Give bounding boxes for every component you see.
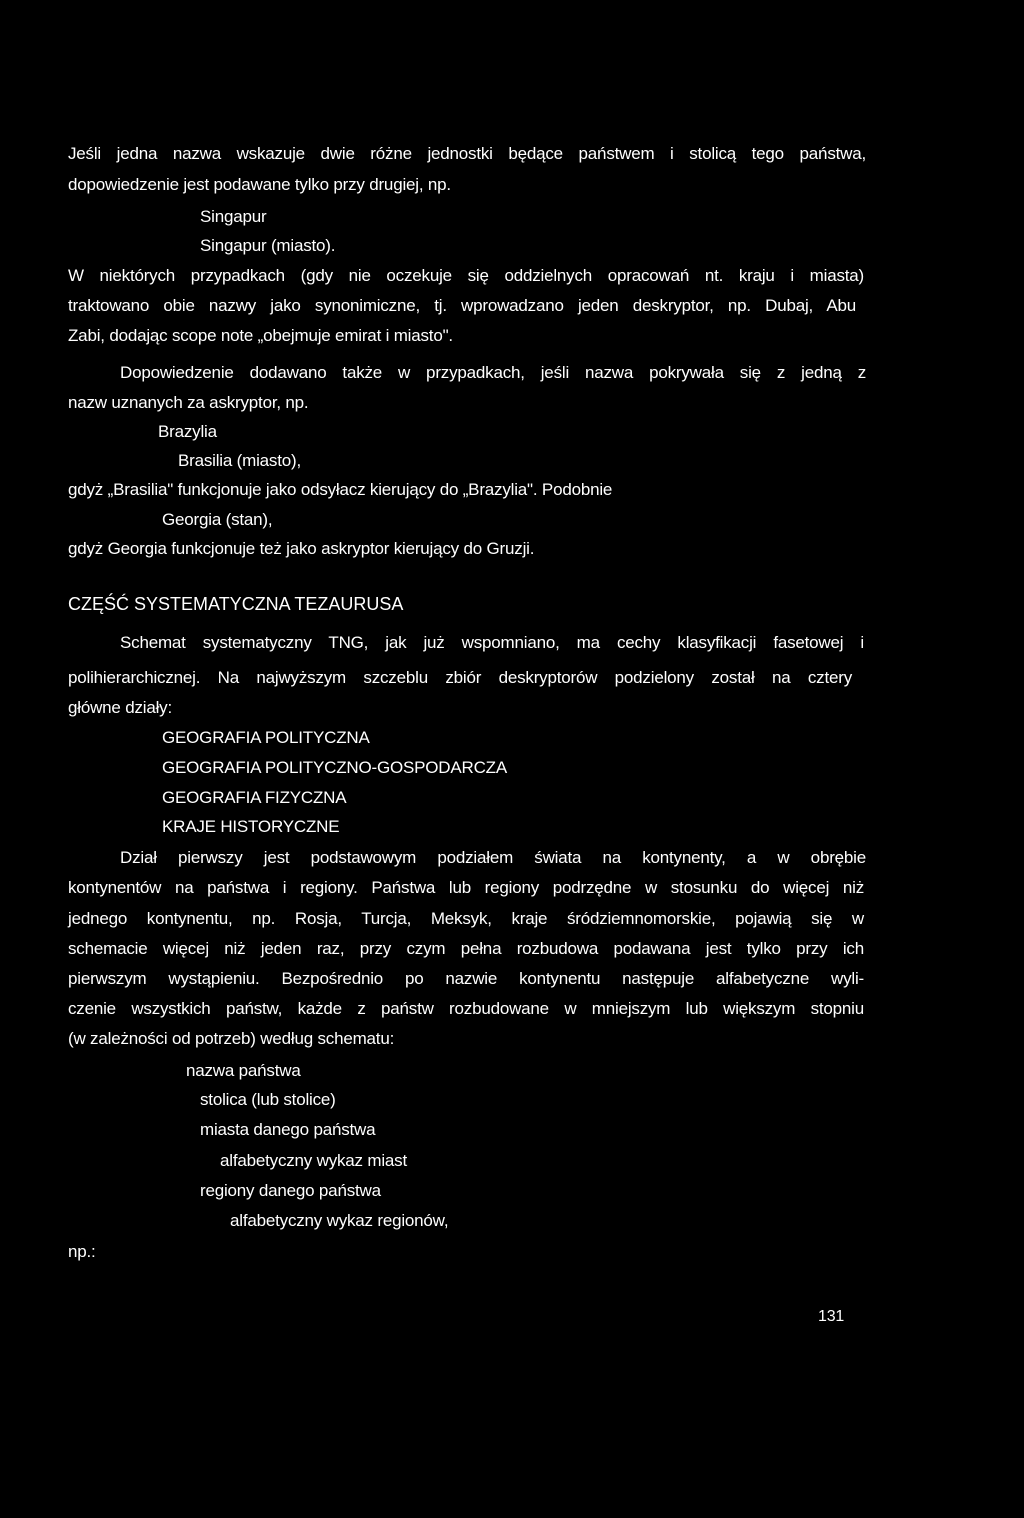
- text-line: Schemat systematyczny TNG, jak już wspomniano, ma cechy klasyfikacji fasetowej i: [120, 633, 864, 652]
- text-line: nazw uznanych za askryptor, np.: [68, 393, 309, 412]
- example-label: np.:: [68, 1242, 96, 1261]
- text-line: Dział pierwszy jest podstawowym podziałem świata na kontynenty, a w obrębie: [120, 848, 866, 867]
- division-item: GEOGRAFIA POLITYCZNO-GOSPODARCZA: [162, 758, 507, 777]
- example-line: Singapur (miasto).: [200, 236, 336, 255]
- text-line: (w zależności od potrzeb) według schematu:: [68, 1029, 395, 1048]
- example-line: Singapur: [200, 207, 267, 226]
- text-line: polihierarchicznej. Na najwyższym szczeblu zbiór deskryptorów podzielony został na cztery: [68, 668, 852, 687]
- section-heading: CZĘŚĆ SYSTEMATYCZNA TEZAURUSA: [68, 594, 404, 614]
- schema-item: miasta danego państwa: [200, 1120, 376, 1139]
- text-line: Dopowiedzenie dodawano także w przypadkach, jeśli nazwa pokrywała się z jedną z: [120, 363, 866, 382]
- text-line: pierwszym wystąpieniu. Bezpośrednio po nazwie kontynentu następuje alfabetyczne wyli-: [68, 969, 864, 988]
- division-item: GEOGRAFIA FIZYCZNA: [162, 788, 347, 807]
- text-line: gdyż Georgia funkcjonuje też jako askryptor kierujący do Gruzji.: [68, 539, 535, 558]
- schema-item: stolica (lub stolice): [200, 1090, 336, 1109]
- page-number: 131: [818, 1308, 845, 1325]
- text-line: jednego kontynentu, np. Rosja, Turcja, Meksyk, kraje śródziemnomorskie, pojawią się w: [68, 909, 864, 928]
- schema-item: alfabetyczny wykaz regionów,: [230, 1211, 449, 1230]
- schema-item: nazwa państwa: [186, 1061, 301, 1080]
- text-line: kontynentów na państwa i regiony. Państwa lub regiony podrzędne w stosunku do więcej niż: [68, 878, 864, 897]
- text-line: Jeśli jedna nazwa wskazuje dwie różne jednostki będące państwem i stolicą tego państwa,: [68, 144, 866, 163]
- division-item: KRAJE HISTORYCZNE: [162, 817, 340, 836]
- text-line: W niektórych przypadkach (gdy nie oczekuje się oddzielnych opracowań nt. kraju i miasta): [68, 266, 864, 285]
- schema-item: alfabetyczny wykaz miast: [220, 1151, 407, 1170]
- text-line: główne działy:: [68, 698, 172, 717]
- division-item: GEOGRAFIA POLITYCZNA: [162, 728, 370, 747]
- text-line: czenie wszystkich państw, każde z państw rozbudowane w mniejszym lub większym stopniu: [68, 999, 864, 1018]
- example-line: Brasilia (miasto),: [178, 451, 301, 470]
- example-line: Brazylia: [158, 422, 217, 441]
- text-line: traktowano obie nazwy jako synonimiczne, tj. wprowadzano jeden deskryptor, np. Dubaj, Abu: [68, 296, 856, 315]
- text-line: Zabi, dodając scope note „obejmuje emirat i miasto".: [68, 326, 453, 345]
- text-line: dopowiedzenie jest podawane tylko przy drugiej, np.: [68, 175, 451, 194]
- text-line: gdyż „Brasilia" funkcjonuje jako odsyłacz kierujący do „Brazylia". Podobnie: [68, 480, 613, 499]
- example-line: Georgia (stan),: [162, 510, 273, 529]
- schema-item: regiony danego państwa: [200, 1181, 381, 1200]
- text-line: schemacie więcej niż jeden raz, przy czym pełna rozbudowa podawana jest tylko przy ich: [68, 939, 864, 958]
